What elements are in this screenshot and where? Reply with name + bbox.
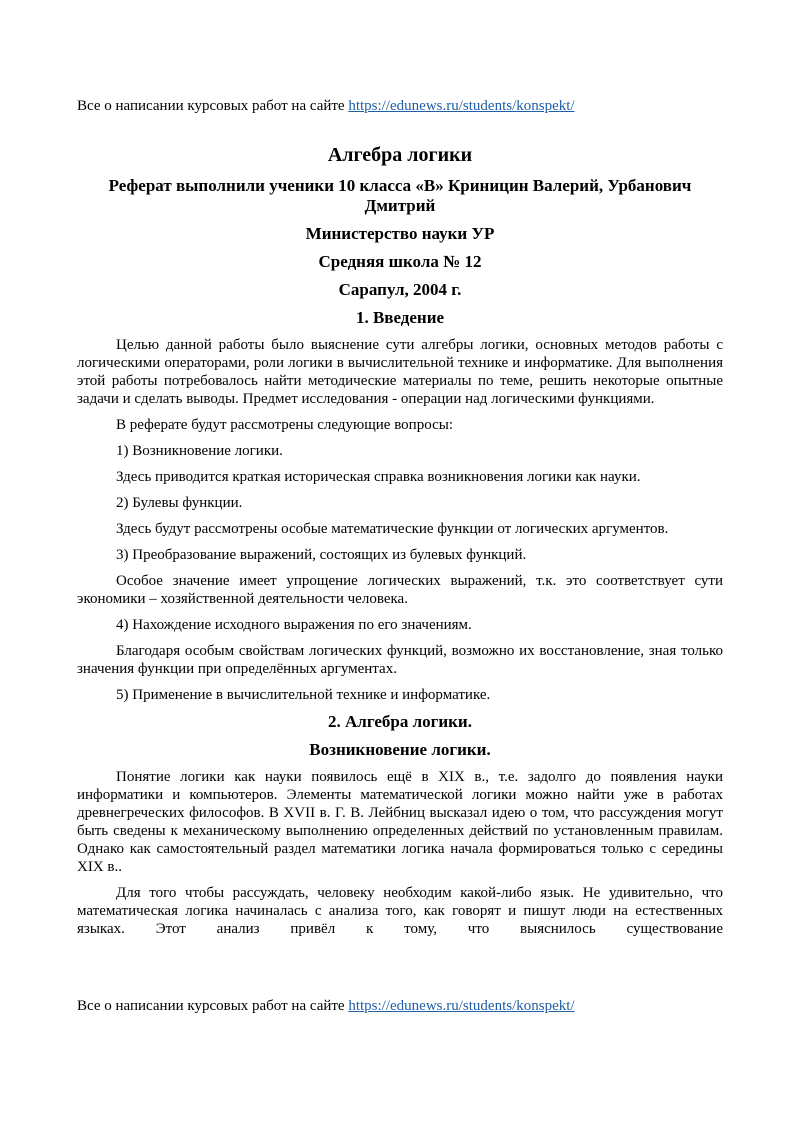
paragraph: Для того чтобы рассуждать, человеку необходим какой-либо язык. Не удивительно, что математическая логика начиналась с анализа того, как говорят и пишут люди на естественных языках. Этот анализ привёл к тому, что выяснилось существование [77, 885, 723, 937]
paragraph: Здесь будут рассмотрены особые математические функции от логических аргументов. [116, 521, 669, 537]
section-2-subheading: Возникновение логики. [309, 740, 491, 759]
header-text: Все о написании курсовых работ на сайте [77, 98, 349, 114]
list-item: 4) Нахождение исходного выражения по его значениям. [116, 617, 472, 633]
list-item: 5) Применение в вычислительной технике и информатике. [116, 687, 491, 703]
list-item: 3) Преобразование выражений, состоящих из булевых функций. [116, 547, 527, 563]
footer-text: Все о написании курсовых работ на сайте [77, 998, 349, 1014]
paragraph: Благодаря особым свойствам логических функций, возможно их восстановление, зная только значения функции при определённых аргументах. [77, 643, 723, 677]
list-item: 2) Булевы функции. [116, 495, 243, 511]
footer-link[interactable]: https://edunews.ru/students/konspekt/ [348, 998, 575, 1014]
document-title: Алгебра логики [327, 144, 473, 166]
paragraph: В реферате будут рассмотрены следующие вопросы: [116, 417, 453, 433]
document-body [77, 143, 723, 946]
header-link[interactable]: https://edunews.ru/students/konspekt/ [348, 98, 575, 114]
page-header [77, 97, 575, 115]
city-year-line: Сарапул, 2004 г. [338, 280, 462, 299]
page-footer [77, 997, 575, 1015]
paragraph: Здесь приводится краткая историческая справка возникновения логики как науки. [116, 469, 641, 485]
section-1-heading: 1. Введение [355, 308, 445, 327]
list-item: 1) Возникновение логики. [116, 443, 283, 459]
authors-line: Реферат выполнили ученики 10 класса «В» Криницин Валерий, Урбанович Дмитрий [108, 176, 692, 215]
paragraph: Понятие логики как науки появилось ещё в XIX в., т.е. задолго до появления науки информатики и компьютеров. Элементы математической логики можно найти уже в работах древнегреческих философов. В XVII в. Г. В. Лейбниц высказал идею о том, что рассуждения могут быть сведены к механическому выполнению определенных действий по установленным правилам. Однако как самостоятельный раздел математики логика начала формироваться только с середины XIX в.. [77, 769, 723, 875]
paragraph: Особое значение имеет упрощение логических выражений, т.к. это соответствует сути экономики – хозяйственной деятельности человека. [77, 573, 723, 607]
school-line: Средняя школа № 12 [318, 252, 482, 271]
ministry-line: Министерство науки УР [305, 224, 495, 243]
section-2-heading: 2. Алгебра логики. [328, 712, 472, 731]
paragraph: Целью данной работы было выяснение сути алгебры логики, основных методов работы с логическими операторами, роли логики в вычислительной технике и информатике. Для выполнения этой работы потребовалось найти методические материалы по теме, решить некоторые опытные задачи и сделать выводы. Предмет исследования - операции над логическими функциями. [77, 337, 723, 407]
